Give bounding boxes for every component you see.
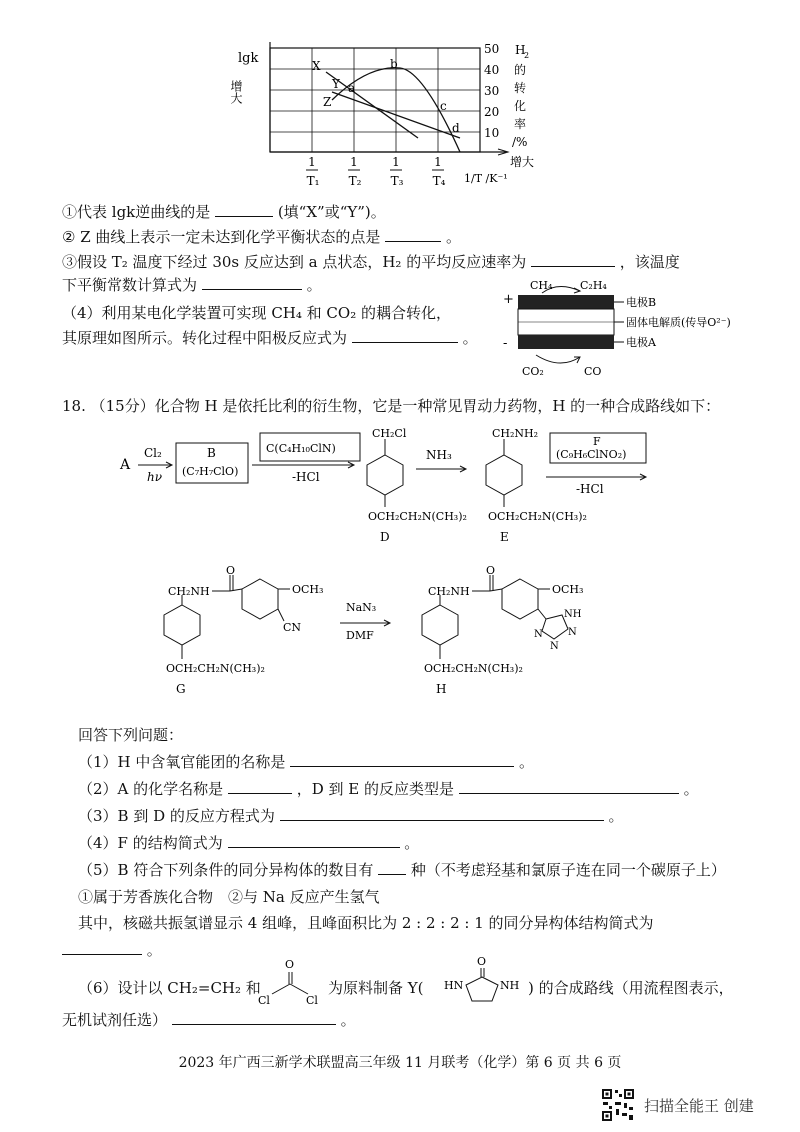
compound-g: G (176, 682, 186, 696)
q17-line5 (62, 303, 451, 323)
q18-q6-line2 (62, 1010, 356, 1030)
answer-blank[interactable] (228, 779, 292, 794)
reagent-c: C(C₄H₁₀ClN) (266, 442, 336, 455)
answer-blank[interactable] (459, 779, 679, 794)
q2a-text: （2）A 的化学名称是 (78, 780, 224, 798)
q4-period: 。 (404, 834, 420, 852)
compound-e: E (500, 530, 509, 544)
d-chain: OCH₂CH₂N(CH₃)₂ (368, 510, 467, 523)
q17-line3 (62, 252, 680, 272)
q6-period: 。 (340, 1011, 356, 1029)
q4-text: （4）F 的结构简式为 (78, 834, 223, 852)
q17-l3-text: ③假设 T₂ 温度下经过 30s 反应达到 a 点状态，H₂ 的平均反应速率为 (62, 253, 527, 271)
q6a-text: （6）设计以 CH₂=CH₂ 和 (78, 979, 261, 997)
cell-c2h4: C₂H₄ (580, 279, 607, 292)
condition-hv: hν (147, 470, 163, 484)
compound-b-label: B (207, 446, 216, 460)
cell-minus: - (503, 336, 508, 351)
q18-q2 (78, 779, 699, 799)
xtick-3-num: 1 (392, 155, 400, 169)
label-Y: Y (332, 77, 340, 91)
answer-intro-text: 回答下列问题： (78, 726, 184, 744)
compound-b-formula: (C₇H₇ClO) (182, 465, 239, 478)
acyl-cl-right: Cl (306, 994, 318, 1006)
answer-blank[interactable] (280, 806, 604, 821)
g-cn: CN (283, 621, 302, 634)
q6c-text: ) 的合成路线（用流程图表示， (528, 979, 734, 997)
qr-code-icon (600, 1087, 636, 1123)
ytick-50: 50 (484, 42, 500, 56)
oxalyl-chloride-structure (256, 958, 326, 1006)
tetrazole-n3: N (534, 629, 543, 640)
xtick-2: T₂ (348, 174, 362, 188)
g-och3: OCH₃ (292, 583, 324, 596)
h-link: CH₂NH (428, 585, 470, 598)
label-Z: Z (323, 95, 332, 109)
ring-nh: NH (500, 979, 520, 992)
xaxis-increase: 增大 (510, 155, 535, 169)
q5-tail: 种（不考虑羟基和氯原子连在同一个碳原子上） (410, 861, 726, 879)
xtick-1-num: 1 (308, 155, 316, 169)
ytick-30: 30 (484, 84, 500, 98)
q17-l5-text: （4）利用某电化学装置可实现 CH₄ 和 CO₂ 的耦合转化， (62, 304, 451, 322)
ylabel-zhuan: 转 (514, 81, 527, 95)
q18-q4 (78, 833, 419, 853)
answer-blank[interactable] (228, 833, 400, 848)
q17-l4-text: 下平衡常数计算式为 (62, 276, 198, 294)
q18-q5-blank-line (62, 940, 162, 960)
q5-more-text: 其中，核磁共振氢谱显示 4 组峰，且峰面积比为 2 : 2 : 2 : 1 的同分异构体结构简式为 (78, 914, 654, 932)
ring-hn: HN (444, 979, 464, 992)
d-substituent: CH₂Cl (372, 427, 407, 440)
label-X: X (312, 59, 321, 73)
q18-q5 (78, 860, 726, 880)
tetrazole-n2: N (550, 641, 559, 652)
compound-h: H (436, 682, 447, 696)
xaxis-label: 1/T /K⁻¹ (464, 172, 508, 185)
electrolyte: 固体电解质(传导O²⁻) (626, 316, 731, 329)
q18-q3 (78, 806, 623, 826)
cell-co: CO (584, 365, 602, 378)
q5-text: （5）B 符合下列条件的同分异构体的数目有 (78, 861, 374, 879)
ylabel-lv: 率 (514, 117, 527, 131)
q18-head-text: 18. （15分）化合物 H 是依托比利的衍生物，它是一种常见胃动力药物，H 的一种合成路线如下： (62, 397, 721, 415)
reagent-nh3: NH₃ (426, 448, 452, 462)
ytick-10: 10 (484, 126, 500, 140)
g-link: CH₂NH (168, 585, 210, 598)
answer-blank[interactable] (62, 940, 142, 955)
g-carbonyl-o: O (226, 565, 236, 577)
q17-l1-tail: (填“X”或“Y”)。 (277, 203, 386, 221)
h-och3: OCH₃ (552, 583, 584, 596)
q17-l2-text: ② Z 曲线上表示一定未达到化学平衡状态的点是 (62, 228, 381, 246)
q6b-text: 为原料制备 Y( (328, 979, 424, 997)
answer-blank[interactable] (202, 275, 302, 290)
xtick-4-num: 1 (434, 155, 442, 169)
answer-blank[interactable] (378, 860, 406, 875)
scanner-text: 扫描全能王 创建 (644, 1097, 754, 1115)
cell-ch4: CH₄ (530, 279, 553, 292)
q17-line6 (62, 328, 478, 348)
electrode-b: 电极B (626, 296, 657, 309)
cell-co2: CO₂ (522, 365, 544, 378)
electrode-a: 电极A (626, 336, 656, 349)
electrochemical-cell-diagram (500, 275, 740, 390)
q17-l1-text: ①代表 lgk逆曲线的是 (62, 203, 211, 221)
compound-d: D (380, 530, 390, 544)
byproduct-hcl-2: -HCl (576, 482, 604, 496)
scanner-watermark (600, 1085, 790, 1125)
y-label-increase: 增大 (229, 80, 243, 104)
q17-l3-tail: ，该温度 (619, 253, 680, 271)
ytick-40: 40 (484, 63, 500, 77)
q1-text: （1）H 中含氧官能团的名称是 (78, 753, 286, 771)
h-chain: OCH₂CH₂N(CH₃)₂ (424, 662, 523, 675)
ylabel-hua: 化 (514, 99, 527, 113)
ring-o: O (477, 955, 487, 968)
rate-constant-graph (228, 40, 558, 190)
xtick-3: T₃ (390, 174, 404, 188)
reagent-nan3: NaN₃ (346, 601, 377, 614)
xtick-2-num: 1 (350, 155, 358, 169)
answer-blank[interactable] (385, 227, 441, 242)
compound-a: A (120, 457, 131, 473)
q18-q6-tail (528, 978, 734, 998)
label-d: d (452, 121, 460, 135)
answer-blank[interactable] (352, 328, 458, 343)
ytick-20: 20 (484, 105, 500, 119)
g-chain: OCH₂CH₂N(CH₃)₂ (166, 662, 265, 675)
e-substituent: CH₂NH₂ (492, 427, 539, 440)
e-chain: OCH₂CH₂N(CH₃)₂ (488, 510, 587, 523)
cell-plus: + (503, 292, 514, 307)
label-c: c (440, 99, 447, 113)
ylabel-de: 的 (514, 63, 527, 77)
q18-q5-conditions (78, 887, 380, 907)
h-carbonyl-o: O (486, 565, 496, 577)
q2-period: 。 (683, 780, 699, 798)
q17-line2 (62, 227, 461, 247)
q17-l4-tail: 。 (306, 276, 322, 294)
answer-blank[interactable] (215, 202, 273, 217)
acyl-cl-left: Cl (258, 994, 270, 1006)
solvent-dmf: DMF (346, 629, 374, 642)
synthesis-route-row2 (150, 565, 770, 700)
ylabel-h: H (515, 43, 526, 57)
q18-header (62, 396, 720, 416)
ylabel-pct: /% (512, 135, 528, 149)
answer-intro (78, 725, 183, 745)
q17-l2-tail: 。 (445, 228, 461, 246)
answer-blank[interactable] (172, 1010, 336, 1025)
q3-period: 。 (608, 807, 624, 825)
q18-q1 (78, 752, 534, 772)
q5-period: 。 (146, 941, 162, 959)
q3-text: （3）B 到 D 的反应方程式为 (78, 807, 275, 825)
imidazolidinone-structure (436, 955, 526, 1007)
q17-l6-tail: 。 (462, 329, 478, 347)
xtick-1: T₁ (306, 174, 320, 188)
compound-f-formula: (C₉H₆ClNO₂) (556, 448, 627, 461)
q17-line4 (62, 275, 322, 295)
q17-l6-text: 其原理如图所示。转化过程中阳极反应式为 (62, 329, 348, 347)
q18-q6 (78, 978, 261, 998)
xtick-4: T₄ (432, 174, 446, 188)
tetrazole-n1: N (568, 627, 577, 638)
compound-f-label: F (593, 435, 601, 448)
page-footer: 2023 年广西三新学术联盟高三年级 11 月联考（化学）第 6 页 共 6 页 (178, 1055, 622, 1071)
q6d-text: 无机试剂任选） (62, 1011, 168, 1029)
answer-blank[interactable] (290, 752, 514, 767)
ylabel-2: 2 (524, 51, 530, 60)
label-b: b (390, 57, 398, 71)
q18-q6-mid (328, 978, 424, 998)
label-a: a (348, 81, 356, 95)
reagent-cl2: Cl₂ (144, 446, 162, 460)
byproduct-hcl: -HCl (292, 470, 320, 484)
q17-line1 (62, 202, 386, 222)
synthesis-route-row1 (110, 425, 790, 550)
q1-period: 。 (518, 753, 534, 771)
q5-cond-text: ①属于芳香族化合物 ②与 Na 反应产生氢气 (78, 888, 380, 906)
y-label-lgk: lgk (238, 51, 259, 66)
tetrazole-nh: NH (564, 609, 582, 620)
q2b-text: ，D 到 E 的反应类型是 (296, 780, 454, 798)
q18-q5-more (78, 913, 654, 933)
answer-blank[interactable] (531, 252, 615, 267)
acyl-o: O (285, 958, 295, 971)
